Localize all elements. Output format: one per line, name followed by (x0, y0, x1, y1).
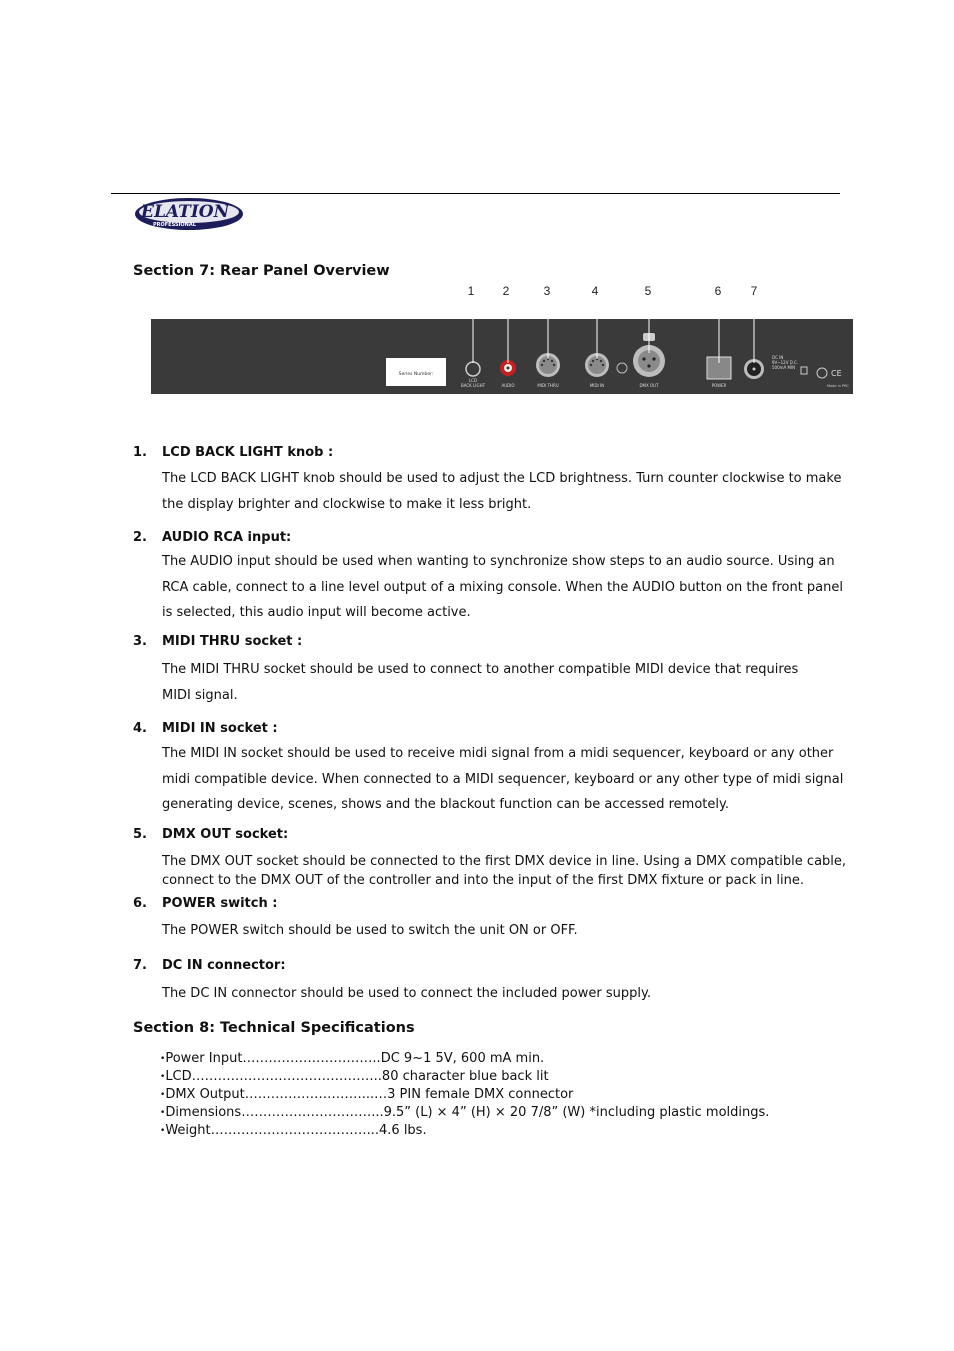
lcd-label: LCD BACK LIGHT (460, 378, 486, 388)
item-3-num: 3. (133, 634, 147, 649)
dc-in-label: DC IN 9V~12V D.C. 500mA MIN (772, 355, 799, 370)
dmx-out-label: DMX OUT (639, 383, 659, 388)
spec-dmx-output: •DMX Output………………………...…3 PIN female DMX connector (160, 1087, 574, 1102)
item-3-title: MIDI THRU socket : (162, 634, 303, 649)
spec-power-input: •Power Input…………………………..DC 9~1 5V, 600 mA min. (160, 1051, 545, 1066)
section-7-title: Section 7: Rear Panel Overview (133, 263, 390, 279)
item-3 (133, 634, 853, 703)
item-2 (133, 530, 853, 620)
made-in-label: Made in PRC (827, 384, 849, 388)
callout-5: 5 (644, 284, 652, 298)
elation-logo (133, 195, 245, 235)
item-1-body: The LCD BACK LIGHT knob should be used to adjust the LCD brightness. Turn counter clockwise to make the display brighter and clockwise to make it less bright. (162, 471, 842, 512)
spec-weight: •Weight………………………………...4.6 lbs. (160, 1123, 427, 1138)
midi-in-label: MIDI IN (589, 383, 605, 388)
item-4 (133, 721, 853, 812)
item-1 (133, 445, 853, 512)
item-2-title: AUDIO RCA input: (162, 530, 292, 545)
serial-label: Series Number: (398, 372, 434, 377)
spec-lcd: •LCD……………………………………..80 character blue back lit (160, 1069, 549, 1084)
item-7 (133, 958, 853, 1001)
item-4-body: The MIDI IN socket should be used to receive midi signal from a midi sequencer, keyboard or any other midi compatible device. When connected to a MIDI sequencer, keyboard or any other type of midi signal generating device, scenes, shows and the blackout function can be accessed remotely. (162, 746, 844, 812)
item-7-title: DC IN connector: (162, 958, 286, 973)
item-6-body: The POWER switch should be used to switch the unit ON or OFF. (162, 923, 578, 938)
callout-2: 2 (502, 284, 510, 298)
item-4-title: MIDI IN socket : (162, 721, 278, 736)
midi-thru-label: MIDI THRU (537, 383, 559, 388)
callout-7: 7 (750, 284, 758, 298)
item-4-num: 4. (133, 721, 147, 736)
item-5-num: 5. (133, 827, 147, 842)
header-rule (111, 193, 840, 194)
item-1-title: LCD BACK LIGHT knob : (162, 445, 334, 460)
callout-1: 1 (467, 284, 475, 298)
item-5 (133, 827, 853, 888)
item-6-title: POWER switch : (162, 896, 278, 911)
item-7-body: The DC IN connector should be used to connect the included power supply. (162, 986, 651, 1001)
audio-label: AUDIO (501, 383, 515, 388)
item-6 (133, 896, 853, 938)
item-7-num: 7. (133, 958, 147, 973)
callout-overlay (151, 283, 853, 398)
item-3-body: The MIDI THRU socket should be used to connect to another compatible MIDI device that requires MIDI signal. (162, 662, 799, 703)
callout-3: 3 (543, 284, 551, 298)
item-6-num: 6. (133, 896, 147, 911)
power-label: POWER (711, 383, 727, 388)
callout-6: 6 (714, 284, 722, 298)
item-5-title: DMX OUT socket: (162, 827, 289, 842)
item-1-num: 1. (133, 445, 147, 460)
spec-list (160, 1050, 769, 1140)
section-8-title: Section 8: Technical Specifications (133, 1020, 415, 1036)
spec-dimensions: •Dimensions…………………………...9.5” (L) × 4” (H) × 20 7/8” (W) *including plastic moldings. (160, 1105, 770, 1120)
logo-brand: ELATION (141, 202, 230, 222)
item-2-num: 2. (133, 530, 147, 545)
logo-sub: PROFESSIONAL (153, 222, 196, 228)
item-2-body: The AUDIO input should be used when wanting to synchronize show steps to an audio source. Using an RCA cable, connect to a line level output of a mixing console. When the AUDIO button on the front panel is selected, this audio input will become active. (162, 554, 843, 620)
svg-text:CE: CE (831, 369, 842, 378)
callout-4: 4 (591, 284, 599, 298)
item-5-body: The DMX OUT socket should be connected to the first DMX device in line. Using a DMX compatible cable, connect to the DMX OUT of the controller and into the input of the first DMX fixture or pack in line. (162, 854, 847, 888)
